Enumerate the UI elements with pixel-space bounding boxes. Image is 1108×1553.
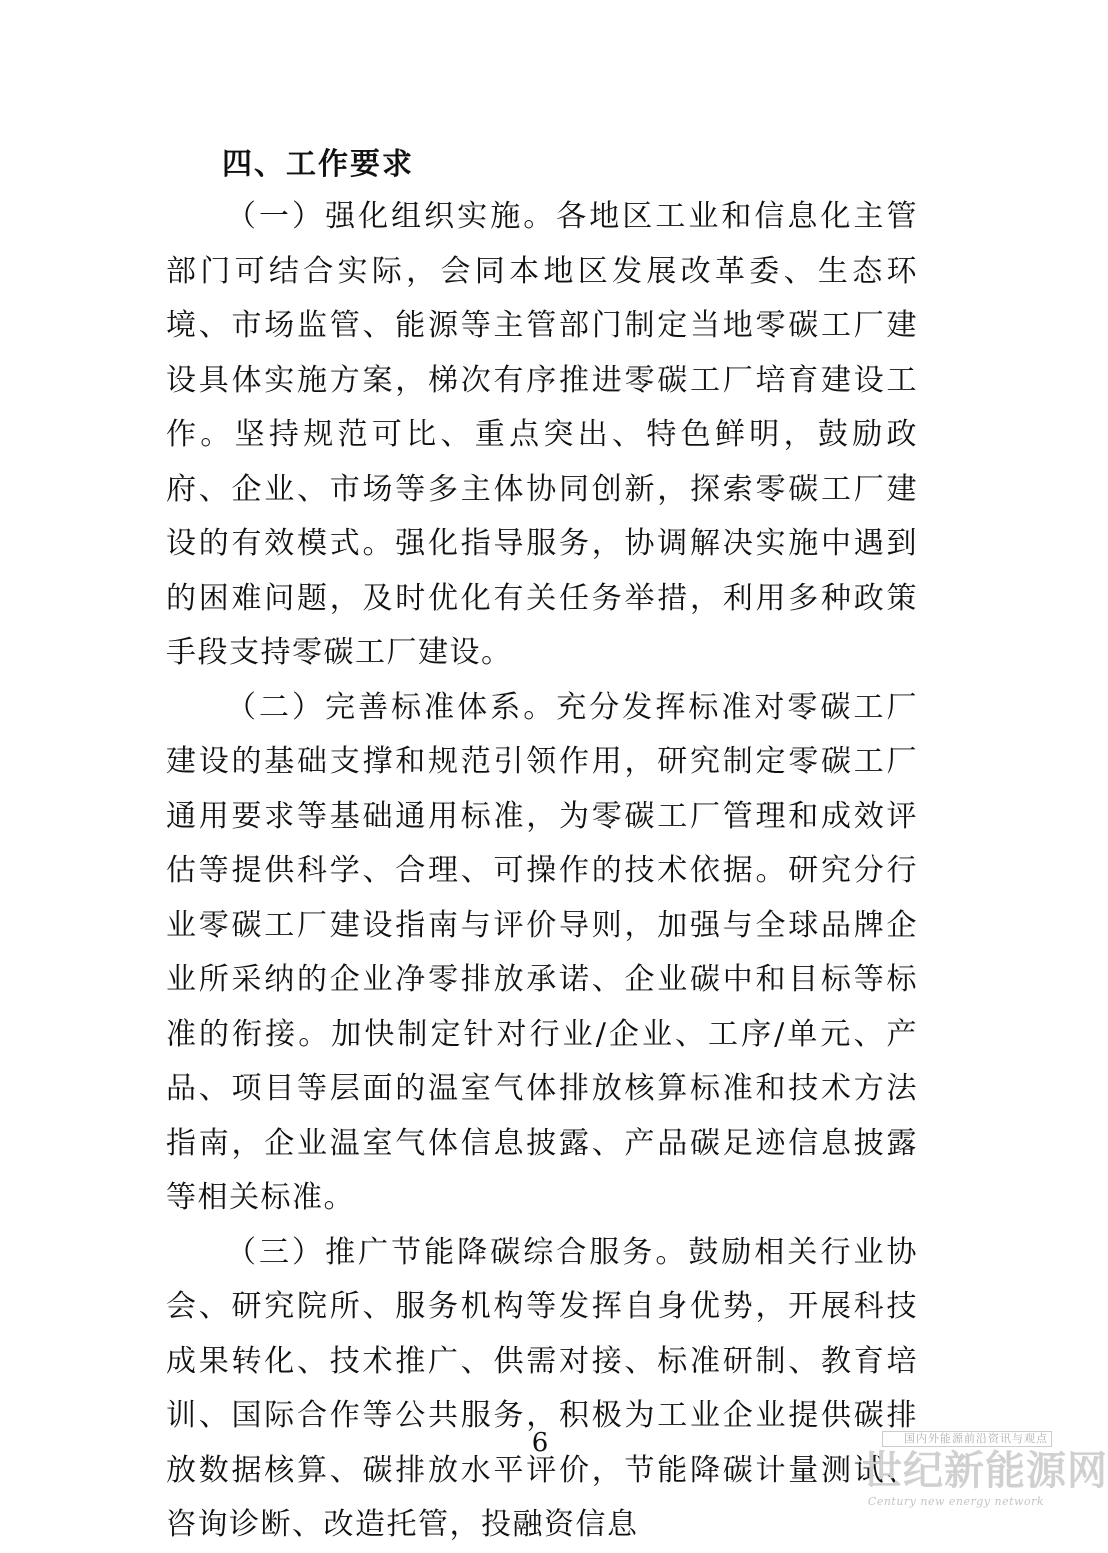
page-number: 6 [531,1428,549,1458]
watermark-english-name: Century new energy network [867,1495,1044,1508]
paragraph-services [166,1226,918,1553]
paragraph-standards [166,681,918,1226]
paragraph-title: （三）推广节能降碳综合服务。 [226,1234,689,1270]
paragraph-title: （一）强化组织实施。 [226,199,557,234]
document-body [166,140,918,1553]
section-heading: 四、工作要求 [222,147,414,182]
site-watermark [862,1431,1108,1521]
watermark-logo-text: 世纪新能源网 [862,1447,1108,1494]
watermark-tagline: 国内外能源前沿资讯与观点 [882,1431,1052,1447]
paragraph-body: 充分发挥标准对零碳工厂建设的基础支撑和规范引领作用，研究制定零碳工厂通用要求等基础通用标准，为零碳工厂管理和成效评估等提供科学、合理、可操作的技术依据。研究分行业零碳工厂建设指南与评价导则，加强与全球品牌企业所采纳的企业净零排放承诺、企业碳中和目标等标准的衔接。加快制定针对行业/企业、工序/单元、产品、项目等层面的温室气体排放核算标准和技术方法指南，企业温室气体信息披露、产品碳足迹信息披露等相关标准。 [166,689,918,1215]
paragraph-body: 鼓励相关行业协会、研究院所、服务机构等发挥自身优势，开展科技成果转化、技术推广、供需对接、标准研制、教育培训、国际合作等公共服务，积极为工业企业提供碳排放数据核算、碳排放水平评价，节能降碳计量测试、咨询诊断、改造托管，投融资信息 [166,1234,919,1542]
paragraph-organization [166,190,918,681]
paragraph-title: （二）完善标准体系。 [226,689,557,725]
paragraph-body: 各地区工业和信息化主管部门可结合实际，会同本地区发展改革委、生态环境、市场监管、能源等主管部门制定当地零碳工厂建设具体实施方案，梯次有序推进零碳工厂培育建设工作。坚持规范可比、重点突出、特色鲜明，鼓励政府、企业、市场等多主体协同创新，探索零碳工厂建设的有效模式。强化指导服务，协调解决实施中遇到的困难问题，及时优化有关任务举措，利用多种政策手段支持零碳工厂建设。 [166,199,918,670]
